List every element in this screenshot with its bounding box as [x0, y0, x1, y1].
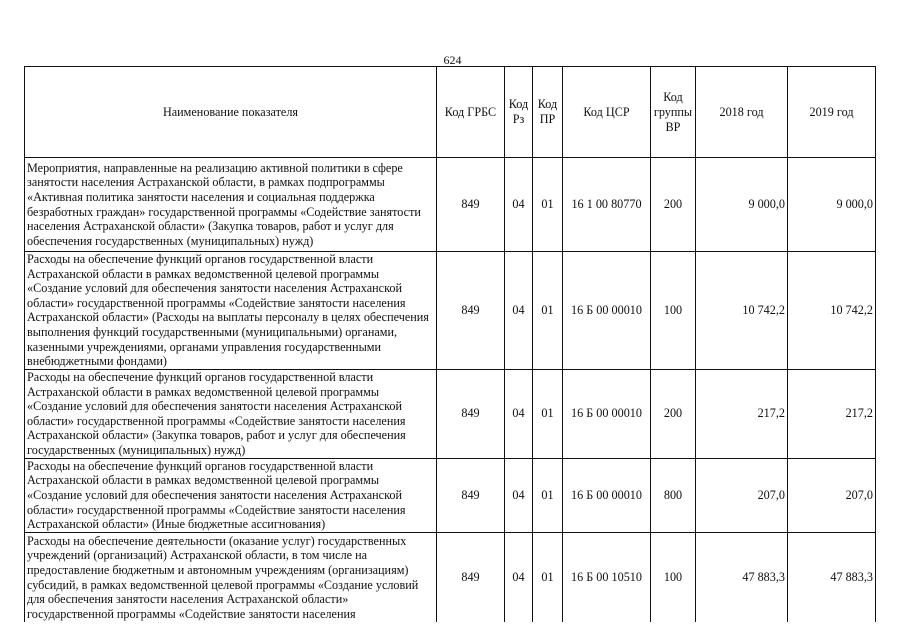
header-grbs: Код ГРБС — [437, 67, 505, 158]
budget-table — [24, 66, 876, 622]
table-row — [25, 158, 876, 252]
header-rz: Код Рз — [505, 67, 533, 158]
row-2018: 207,0 — [696, 458, 788, 532]
row-name: Расходы на обеспечение функций органов государственной власти Астраханской области в рамках ведомственной целевой программы «Создание условий для обеспечения занятости населения Астраханской области» государственной программы «Содействие занятости населения Астраханской области» (Иные бюджетные ассигнования) — [25, 458, 437, 532]
row-grbs: 849 — [437, 369, 505, 458]
row-2019: 10 742,2 — [788, 252, 876, 370]
row-rz: 04 — [505, 458, 533, 532]
row-vr: 800 — [651, 458, 696, 532]
table-header-row — [25, 67, 876, 158]
table-row — [25, 458, 876, 532]
header-name: Наименование показателя — [25, 67, 437, 158]
row-pr: 01 — [533, 458, 563, 532]
row-rz: 04 — [505, 532, 533, 622]
row-grbs: 849 — [437, 532, 505, 622]
row-pr: 01 — [533, 532, 563, 622]
row-csr: 16 Б 00 00010 — [563, 458, 651, 532]
row-name: Расходы на обеспечение функций органов государственной власти Астраханской области в рамках ведомственной целевой программы «Создание условий для обеспечения занятости населения Астраханской области» государственной программы «Содействие занятости населения Астраханской области» (Расходы на выплаты персоналу в целях обеспечения выполнения функций государственными (муниципальными) органами, казенными учреждениями, органами управления государственными внебюджетными фондами) — [25, 252, 437, 370]
row-pr: 01 — [533, 252, 563, 370]
row-csr: 16 1 00 80770 — [563, 158, 651, 252]
row-name: Расходы на обеспечение деятельности (оказание услуг) государственных учреждений (организаций) Астраханской области, в том числе на предоставление бюджетным и автономным учреждениям (организациям) субсидий, в рамках ведомственной целевой программы «Создание условий для обеспечения занятости населения Астраханской области» государственной программы «Содействие занятости населения — [25, 532, 437, 622]
row-2019: 207,0 — [788, 458, 876, 532]
row-2018: 9 000,0 — [696, 158, 788, 252]
header-csr: Код ЦСР — [563, 67, 651, 158]
row-rz: 04 — [505, 158, 533, 252]
row-2018: 217,2 — [696, 369, 788, 458]
row-vr: 200 — [651, 158, 696, 252]
header-pr: Код ПР — [533, 67, 563, 158]
header-vr: Код группы ВР — [651, 67, 696, 158]
row-rz: 04 — [505, 369, 533, 458]
row-csr: 16 Б 00 00010 — [563, 369, 651, 458]
row-csr: 16 Б 00 10510 — [563, 532, 651, 622]
header-2019: 2019 год — [788, 67, 876, 158]
row-pr: 01 — [533, 369, 563, 458]
row-2018: 10 742,2 — [696, 252, 788, 370]
row-2019: 217,2 — [788, 369, 876, 458]
row-vr: 100 — [651, 532, 696, 622]
row-vr: 200 — [651, 369, 696, 458]
row-2018: 47 883,3 — [696, 532, 788, 622]
row-2019: 47 883,3 — [788, 532, 876, 622]
row-name: Расходы на обеспечение функций органов государственной власти Астраханской области в рамках ведомственной целевой программы «Создание условий для обеспечения занятости населения Астраханской области» государственной программы «Содействие занятости населения Астраханской области» (Закупка товаров, работ и услуг для обеспечения государственных (муниципальных) нужд) — [25, 369, 437, 458]
row-grbs: 849 — [437, 252, 505, 370]
row-name: Мероприятия, направленные на реализацию активной политики в сфере занятости населения Астраханской области, в рамках подпрограммы «Активная политика занятости населения и социальная поддержка безработных граждан» государственной программы «Содействие занятости населения Астраханской области» (Закупка товаров, работ и услуг для обеспечения государственных (муниципальных) нужд) — [25, 158, 437, 252]
row-pr: 01 — [533, 158, 563, 252]
table-row — [25, 369, 876, 458]
table-row — [25, 532, 876, 622]
row-grbs: 849 — [437, 158, 505, 252]
row-rz: 04 — [505, 252, 533, 370]
page-number: 624 — [443, 53, 462, 67]
row-2019: 9 000,0 — [788, 158, 876, 252]
table-row — [25, 252, 876, 370]
row-grbs: 849 — [437, 458, 505, 532]
row-csr: 16 Б 00 00010 — [563, 252, 651, 370]
row-vr: 100 — [651, 252, 696, 370]
header-2018: 2018 год — [696, 67, 788, 158]
